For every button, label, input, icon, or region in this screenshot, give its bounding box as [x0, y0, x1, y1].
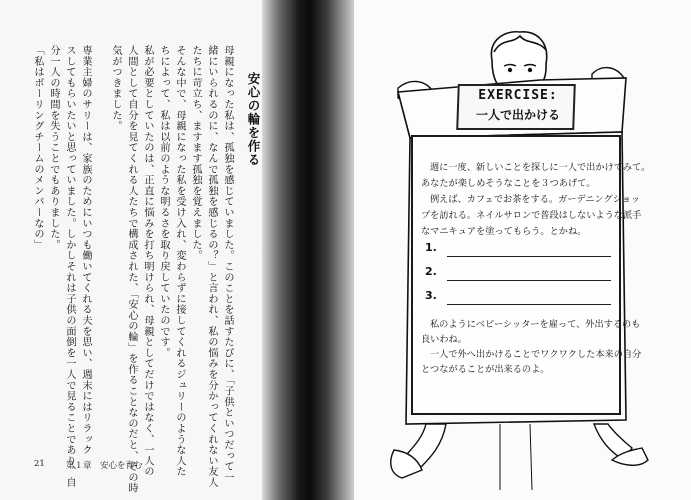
body-column-8: 気がつきました。	[110, 45, 121, 132]
section-heading: 安心の輪を作る	[246, 72, 261, 167]
body-column-11: スしてもらいたいと思っていました。しかしそれは子供の面倒を一人で見ることであり、自	[64, 45, 75, 488]
intro-line-4: プを訪れる。ネイルサロンで普段はしないような派手	[421, 210, 642, 221]
exercise-label: EXERCISE:	[478, 88, 558, 103]
outro-line-1: 私のようにベビーシッターを雇って、外出するのも	[430, 319, 641, 330]
list-number-2: 2.	[425, 265, 437, 278]
answer-line-2	[447, 280, 611, 281]
book-gutter	[262, 0, 354, 500]
body-column-12: 分一人の時間を失うことでもありました。	[48, 45, 59, 251]
page-number: 21	[34, 459, 45, 469]
body-column-3: たちに苛立ち、ますます孤独を覚えました。	[190, 45, 201, 261]
body-column-13: 「私はボーリングチームのメンバーなの」	[32, 45, 43, 251]
intro-line-3: 例えば、カフェでお茶をする。ガーデニングショッ	[430, 194, 641, 205]
exercise-title: 一人で出かける	[475, 108, 560, 122]
body-column-4: そんな中で、母親になった私を受け入れ、変わらずに接してくれるジュリーのような人た	[174, 45, 185, 477]
outro-line-4: とつながることが出来るのよ。	[421, 364, 550, 375]
list-number-3: 3.	[425, 289, 437, 302]
intro-line-1: 週に一度、新しいことを探しに一人で出かけてみて。	[430, 162, 651, 173]
intro-line-5: なマニキュアを塗ってもらう。とかね。	[421, 226, 587, 237]
answer-line-3	[447, 304, 611, 305]
body-column-2: 緒にいられるのに、なんで孤独を感じるの？」と言われ、私の悩みを分かってくれない友人	[206, 45, 217, 488]
running-head: 第１章 安心を育む	[66, 461, 143, 471]
body-column-6: 私が必要としていたのは、正直に悩みを打ち明けられ、母親としてだけではなく、一人の	[142, 45, 153, 477]
list-number-1: 1.	[425, 241, 437, 254]
outro-line-2: 良いわね。	[421, 334, 467, 345]
intro-line-2: あなたが楽しめそうなことを３つあげて。	[421, 178, 596, 189]
outro-line-3: 一人で外へ出かけることでワクワクした本来の自分	[430, 349, 642, 360]
body-column-10: 専業主婦のサリーは、家族のためにいつも働いてくれる夫を思い、週末にはリラック	[80, 45, 91, 456]
answer-line-1	[447, 256, 611, 257]
body-column-7: 人間として自分を見てくれる人たちで構成された、「安心の輪」を作ることなのだと、その時	[126, 45, 137, 494]
body-column-1: 母親になった私は、孤独を感じていました。このことを話すたびに、「子供といつだって一	[222, 45, 233, 483]
body-column-5: ちによって、私は以前のような明るさを取り戻していたのです。	[158, 45, 169, 359]
